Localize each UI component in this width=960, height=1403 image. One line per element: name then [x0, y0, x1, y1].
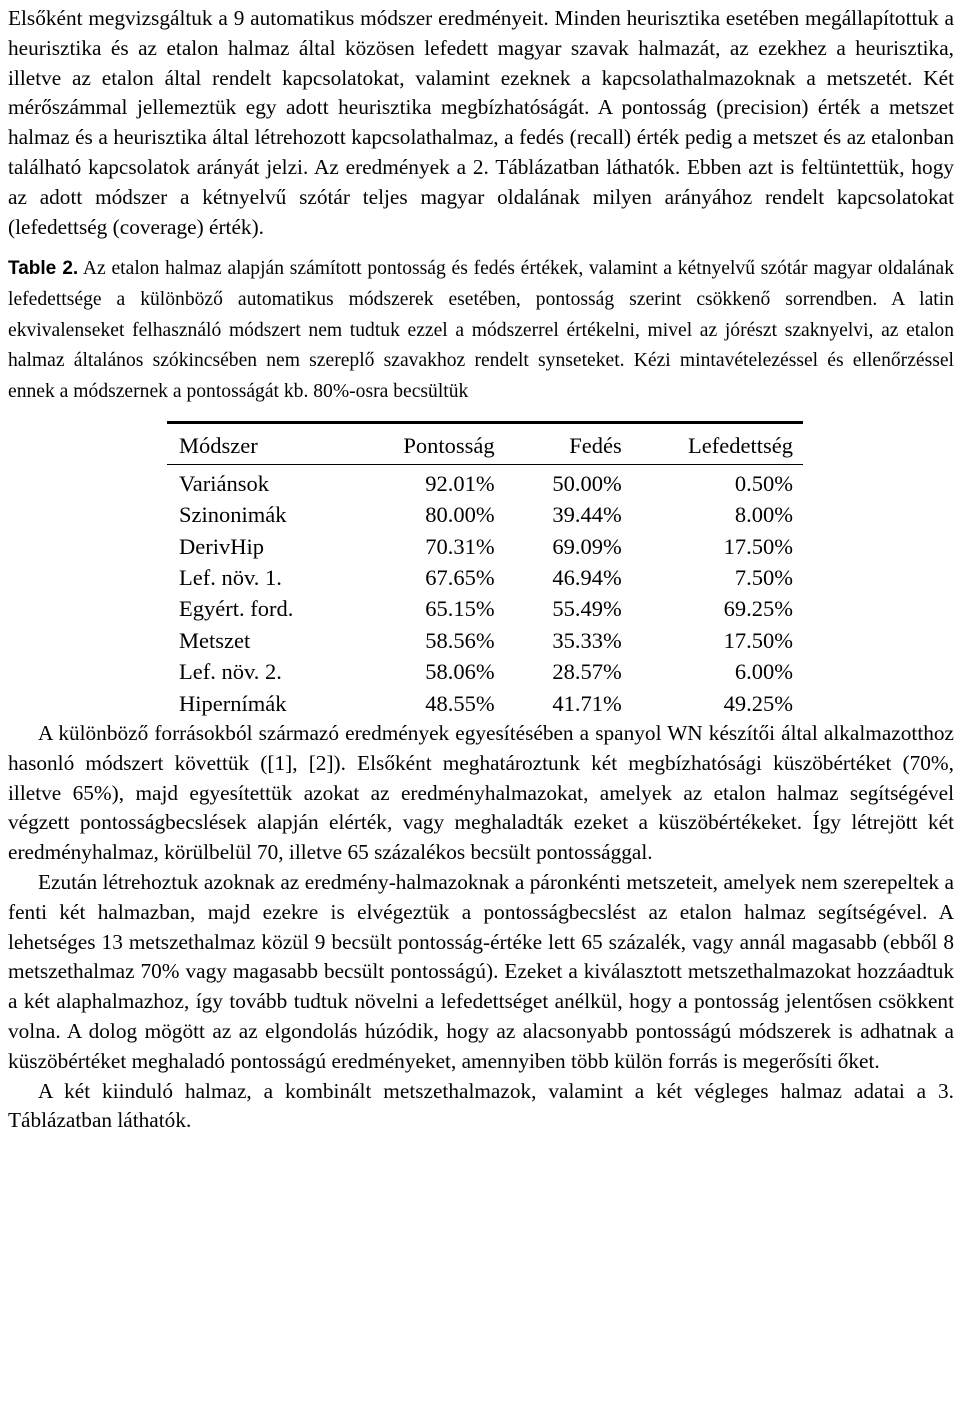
header-coverage: Lefedettség — [688, 433, 793, 459]
cell-precision: 67.65% — [425, 564, 495, 590]
cell-recall: 35.33% — [552, 627, 622, 653]
cell-coverage: 0.50% — [734, 470, 793, 496]
table-row — [167, 688, 803, 719]
cell-coverage: 7.50% — [734, 564, 793, 590]
table-row — [167, 593, 803, 624]
cell-coverage: 17.50% — [723, 627, 793, 653]
table-row — [167, 656, 803, 687]
cell-method: Szinonimák — [179, 502, 287, 528]
cell-recall: 41.71% — [552, 690, 622, 716]
cell-method: DerivHip — [179, 533, 264, 559]
cell-precision: 58.06% — [425, 659, 495, 685]
table-row — [167, 499, 803, 530]
results-table-header — [167, 423, 803, 464]
cell-precision: 65.15% — [425, 596, 495, 622]
results-table-container — [167, 421, 803, 719]
table-row — [167, 625, 803, 656]
table-caption — [8, 254, 954, 407]
cell-method: Metszet — [179, 627, 251, 653]
cell-coverage: 69.25% — [723, 596, 793, 622]
cell-precision: 70.31% — [425, 533, 495, 559]
cell-recall: 28.57% — [552, 659, 622, 685]
cell-precision: 48.55% — [425, 690, 495, 716]
cell-recall: 50.00% — [552, 470, 622, 496]
cell-method: Variánsok — [179, 470, 269, 496]
cell-coverage: 6.00% — [734, 659, 793, 685]
paragraph-merging-method: A különböző forrásokból származó eredmények egyesítésében a spanyol WN készítői által alkalmazotthoz hasonló módszert követtük ([1], [2]). Elsőként meghatároztunk két megbízhatósági küszöbértéket (70%, illetve 65%), majd egyesítettük azokat az eredményhalmazokat, amelyek az etalon halmaz segítségével végzett pontosságbecslések alapján elérték, vagy meghaladták ezeket a küszöbértékeket. Így létrejött két eredményhalmaz, körülbelül 70, illetve 65 százalékos becsült pontossággal. — [8, 721, 954, 865]
header-row — [167, 423, 803, 464]
cell-method: Hipernímák — [179, 690, 287, 716]
cell-precision: 80.00% — [425, 502, 495, 528]
cell-recall: 46.94% — [552, 564, 622, 590]
cell-method: Egyért. ford. — [179, 596, 294, 622]
paragraph-intersections: Ezután létrehoztuk azoknak az eredmény-halmazoknak a páronkénti metszeteit, amelyek nem szerepeltek a fenti két halmazban, majd ezekre is elvégeztük a pontosságbecslést az etalon halmaz segítségével. A lehetséges 13 metszethalmaz közül 9 becsült pontosság-értéke lett 65 százalék, vagy annál magasabb (ebből 8 metszethalmaz 70% vagy magasabb becsült pontosságú). Ezeket a kiválasztott metszethalmazokat hozzáadtuk a két alaphalmazhoz, így tovább tudtuk növelni a lefedettséget anélkül, hogy a pontosság jelentősen csökkent volna. A dolog mögött az az elgondolás húzódik, hogy az alacsonyabb pontosságú módszerek is adhatnak a küszöbértéket meghaladó pontosságú eredményeket, amennyiben több külön forrás is megerősíti őket. — [8, 869, 954, 1073]
cell-coverage: 49.25% — [723, 690, 793, 716]
header-method: Módszer — [179, 433, 258, 459]
cell-coverage: 8.00% — [734, 502, 793, 528]
cell-coverage: 17.50% — [723, 533, 793, 559]
results-table — [167, 421, 803, 719]
table-caption-label: Table 2. — [8, 258, 79, 280]
header-recall: Fedés — [569, 433, 622, 459]
paragraph-table3-reference: A két kiinduló halmaz, a kombinált metszethalmazok, valamint a két végleges halmaz adatai a 3. Táblázatban láthatók. — [8, 1078, 954, 1133]
cell-recall: 55.49% — [552, 596, 622, 622]
results-table-body — [167, 464, 803, 719]
cell-method: Lef. növ. 1. — [179, 564, 282, 590]
cell-method: Lef. növ. 2. — [179, 659, 282, 685]
table-row — [167, 464, 803, 499]
table-row — [167, 562, 803, 593]
cell-recall: 69.09% — [552, 533, 622, 559]
cell-recall: 39.44% — [552, 502, 622, 528]
header-precision: Pontosság — [403, 433, 495, 459]
cell-precision: 92.01% — [425, 470, 495, 496]
table-caption-text: Az etalon halmaz alapján számított pontosság és fedés értékek, valamint a kétnyelvű szótár magyar oldalának lefedettsége a különböző automatikus módszerek esetében, pontosság szerint csökkenő sorrendben. A latin ekvivalenseket felhasználó módszert nem tudtuk ezzel a módszerrel értékelni, mivel az jórészt szaknyelvi, az etalon halmaz általános szókincsében nem szereplő szavakhoz rendelt synseteket. Kézi mintavételezéssel és ellenőrzéssel ennek a módszernek a pontosságát kb. 80%-osra becsültük — [8, 258, 954, 402]
paragraph-evaluation-intro: Elsőként megvizsgáltuk a 9 automatikus módszer eredményeit. Minden heurisztika esetében megállapítottuk a heurisztika és az etalon halmaz által közösen lefedett magyar szavak halmazát, az ezekhez a heurisztika, illetve az etalon által rendelt kapcsolatokat, valamint ezeknek a kapcsolathalmazoknak a metszetét. Két mérőszámmal jellemeztük egy adott heurisztika megbízhatóságát. A pontosság (precision) érték a metszet halmaz és a heurisztika által létrehozott kapcsolathalmaz, a fedés (recall) érték pedig a metszet és az etalonban található kapcsolatok arányát jelzi. Az eredmények a 2. Táblázatban láthatók. Ebben azt is feltüntettük, hogy az adott módszer a kétnyelvű szótár teljes magyar oldalának milyen arányához rendelt kapcsolatokat (lefedettség (coverage) érték). — [8, 6, 954, 239]
cell-precision: 58.56% — [425, 627, 495, 653]
table-row — [167, 531, 803, 562]
